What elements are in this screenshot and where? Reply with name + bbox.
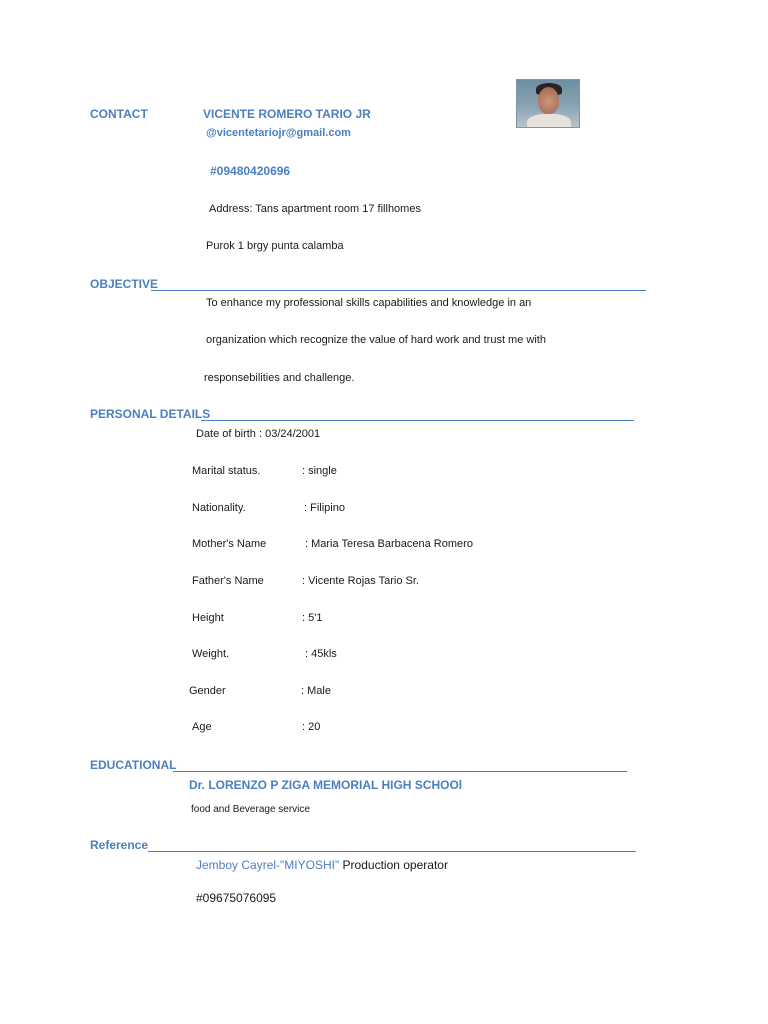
date-of-birth: Date of birth : 03/24/2001	[196, 428, 321, 440]
address-line-2: Purok 1 brgy punta calamba	[206, 240, 344, 252]
educational-rule	[173, 771, 627, 772]
mothers-name-label: Mother's Name	[192, 538, 267, 550]
school-name: Dr. LORENZO P ZIGA MEMORIAL HIGH SCHOOl	[189, 778, 463, 792]
fathers-name-label: Father's Name	[192, 575, 264, 587]
weight-label: Weight.	[192, 648, 230, 660]
fathers-name-value: : Vicente Rojas Tario Sr.	[302, 575, 419, 587]
marital-status-value: : single	[302, 465, 337, 477]
email: @vicentetariojr@gmail.com	[206, 127, 351, 139]
reference-phone: #09675076095	[196, 891, 277, 905]
reference-role: Production operator	[339, 858, 448, 872]
gender-label: Gender	[189, 685, 226, 697]
height-label: Height	[192, 612, 224, 624]
nationality-label: Nationality.	[192, 502, 246, 514]
objective-line-3: responsebilities and challenge.	[204, 372, 355, 384]
nationality-value: : Filipino	[304, 502, 345, 514]
reference-name: Jemboy Cayrel-"MIYOSHI"	[196, 858, 340, 872]
mothers-name-value: : Maria Teresa Barbacena Romero	[305, 538, 473, 550]
marital-status-label: Marital status.	[192, 465, 261, 477]
contact-heading: CONTACT	[90, 107, 148, 121]
objective-heading: OBJECTIVE	[90, 277, 159, 291]
objective-line-1: To enhance my professional skills capabilities and knowledge in an	[206, 297, 532, 309]
reference-heading: Reference	[90, 838, 149, 852]
height-value: : 5'1	[302, 612, 323, 624]
applicant-name: VICENTE ROMERO TARIO JR	[203, 107, 371, 121]
gender-value: : Male	[301, 685, 331, 697]
age-value: : 20	[302, 721, 321, 733]
profile-photo	[516, 79, 580, 128]
personal-details-rule	[201, 420, 634, 421]
reference-line	[196, 858, 448, 872]
personal-details-heading: PERSONAL DETAILS	[90, 407, 211, 421]
weight-value: : 45kls	[305, 648, 337, 660]
objective-line-2: organization which recognize the value of hard work and trust me with	[206, 334, 546, 346]
reference-rule	[148, 851, 636, 852]
course-name: food and Beverage service	[191, 804, 310, 815]
educational-heading: EDUCATIONAL	[90, 758, 177, 772]
age-label: Age	[192, 721, 212, 733]
objective-rule	[151, 290, 646, 291]
address-line-1: Address: Tans apartment room 17 fillhomes	[209, 203, 421, 215]
phone-number: #09480420696	[210, 164, 291, 178]
